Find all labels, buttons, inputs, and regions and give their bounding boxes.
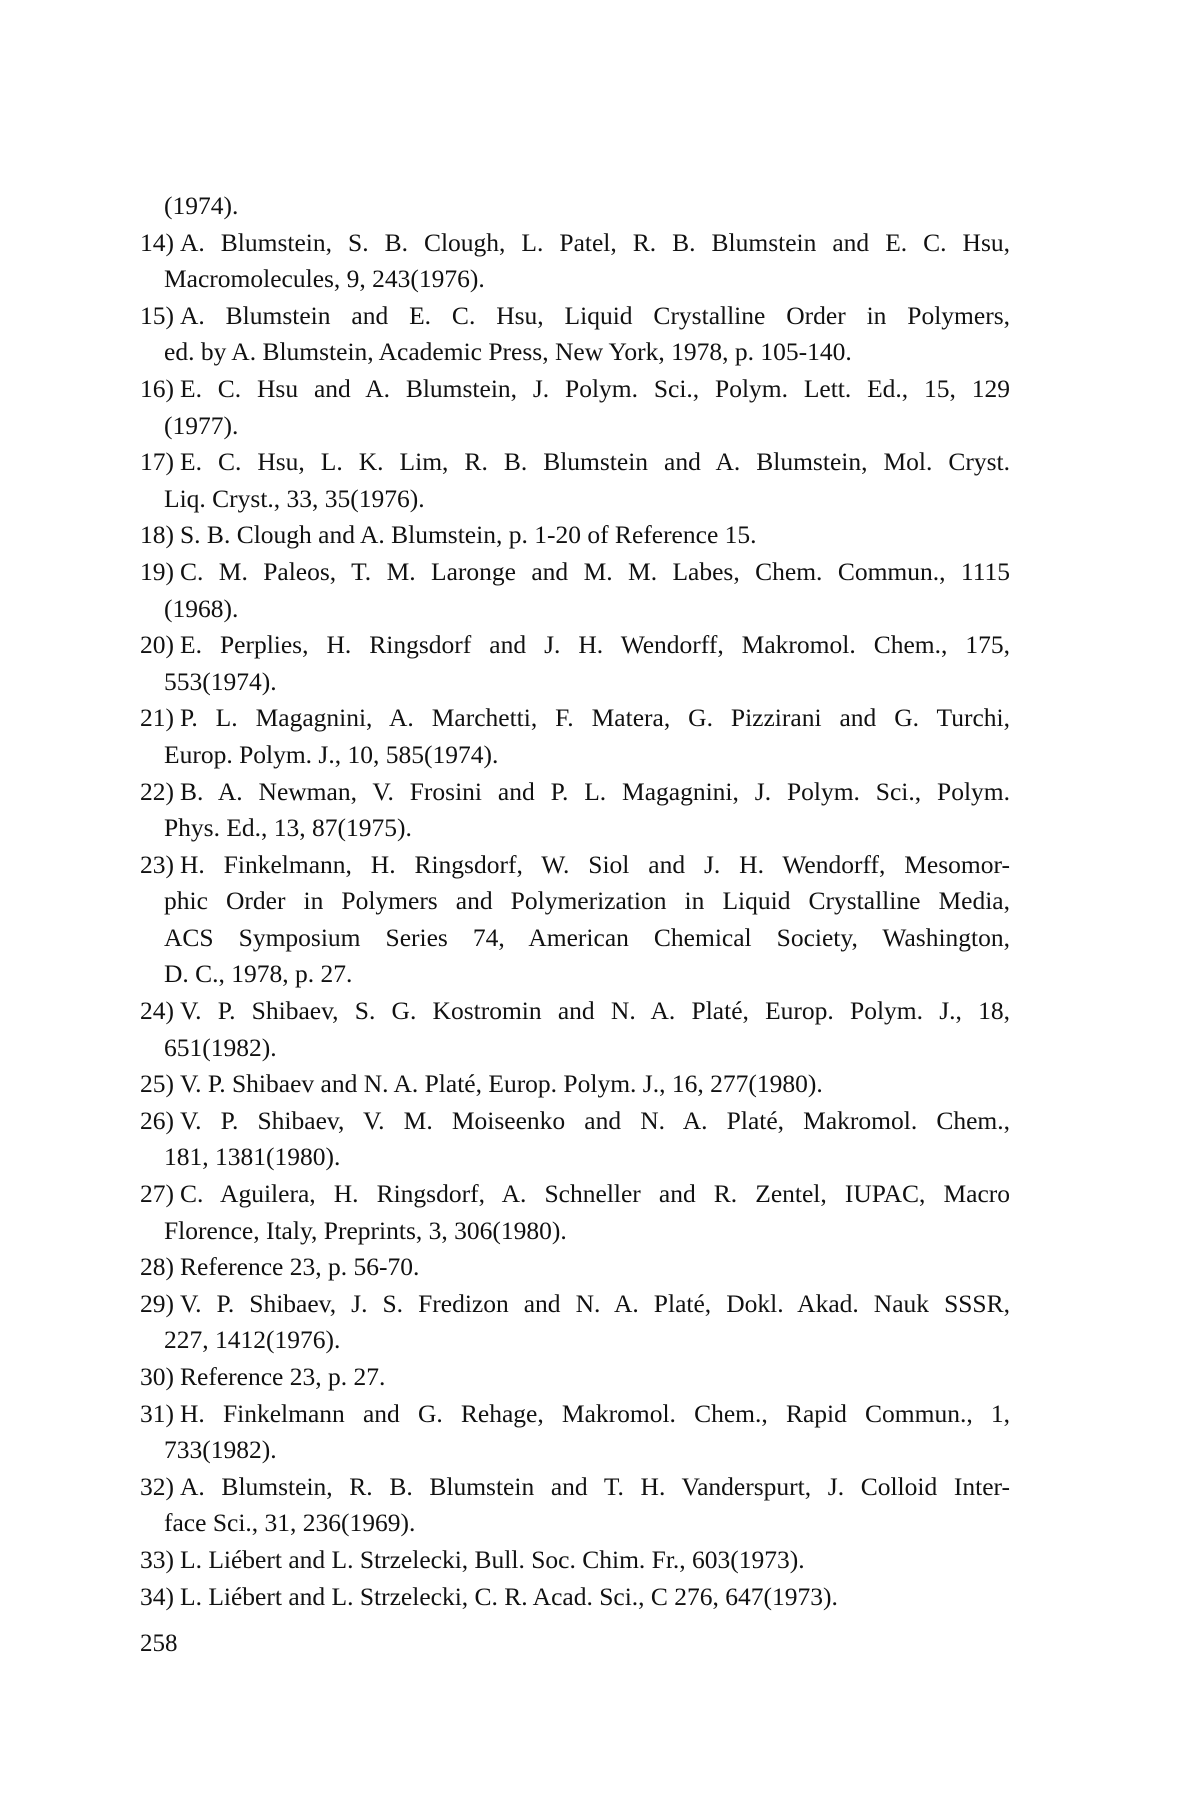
reference-number: 29) bbox=[140, 1288, 174, 1318]
reference-number: 24) bbox=[140, 996, 174, 1026]
reference-text: Phys. Ed., 13, 87(1975). bbox=[164, 813, 412, 843]
reference-entry-start bbox=[140, 700, 1010, 737]
reference-text: Europ. Polym. J., 10, 585(1974). bbox=[164, 739, 499, 769]
reference-text: Reference 23, p. 27. bbox=[180, 1362, 386, 1391]
reference-entry-start bbox=[140, 774, 1010, 811]
reference-number: 21) bbox=[140, 703, 174, 733]
reference-text: face Sci., 31, 236(1969). bbox=[164, 1508, 416, 1538]
reference-text: (1974). bbox=[164, 191, 239, 220]
reference-number: 30) bbox=[140, 1362, 174, 1391]
reference-number: 19) bbox=[140, 556, 174, 586]
reference-number: 31) bbox=[140, 1398, 174, 1428]
page-number: 258 bbox=[140, 1630, 178, 1657]
reference-entry-start bbox=[140, 554, 1010, 591]
reference-continuation-line bbox=[140, 591, 1010, 628]
reference-number: 14) bbox=[140, 227, 174, 257]
reference-entry-start bbox=[140, 1542, 1010, 1579]
reference-text: C. M. Paleos, T. M. Laronge and M. M. Labes, Chem. Commun., 1115 bbox=[180, 556, 1010, 586]
reference-entry-start bbox=[140, 1066, 1010, 1103]
reference-continuation-line bbox=[140, 1030, 1010, 1067]
reference-entry-start bbox=[140, 1103, 1010, 1140]
reference-text: L. Liébert and L. Strzelecki, Bull. Soc. Chim. Fr., 603(1973). bbox=[180, 1544, 805, 1574]
reference-text: 181, 1381(1980). bbox=[164, 1142, 341, 1172]
reference-continuation-line bbox=[140, 1139, 1010, 1176]
reference-text: H. Finkelmann and G. Rehage, Makromol. Chem., Rapid Commun., 1, bbox=[180, 1398, 1010, 1428]
reference-text: E. Perplies, H. Ringsdorf and J. H. Wendorff, Makromol. Chem., 175, bbox=[180, 630, 1010, 660]
reference-continuation-line bbox=[140, 737, 1010, 774]
reference-text: (1977). bbox=[164, 410, 239, 440]
reference-list bbox=[140, 188, 1010, 1615]
reference-continuation-line bbox=[140, 956, 1010, 993]
reference-number: 15) bbox=[140, 300, 174, 330]
reference-continuation-line bbox=[140, 810, 1010, 847]
reference-text: V. P. Shibaev, J. S. Fredizon and N. A. Platé, Dokl. Akad. Nauk SSSR, bbox=[180, 1288, 1010, 1318]
reference-entry-start bbox=[140, 517, 1010, 554]
reference-number: 33) bbox=[140, 1544, 174, 1574]
reference-number: 28) bbox=[140, 1252, 174, 1282]
reference-number: 18) bbox=[140, 520, 174, 550]
reference-number: 16) bbox=[140, 373, 174, 403]
reference-continuation-line bbox=[140, 334, 1010, 371]
reference-text: Reference 23, p. 56-70. bbox=[180, 1252, 420, 1282]
reference-continuation-line bbox=[140, 1505, 1010, 1542]
reference-entry-start bbox=[140, 1176, 1010, 1213]
reference-continuation-line bbox=[140, 1432, 1010, 1469]
reference-number: 23) bbox=[140, 849, 174, 879]
reference-text: C. Aguilera, H. Ringsdorf, A. Schneller and R. Zentel, IUPAC, Macro bbox=[180, 1179, 1010, 1209]
reference-number: 17) bbox=[140, 447, 174, 477]
reference-entry-start bbox=[140, 1249, 1010, 1286]
reference-text: D. C., 1978, p. 27. bbox=[164, 959, 353, 989]
reference-number: 22) bbox=[140, 776, 174, 806]
reference-entry-start bbox=[140, 371, 1010, 408]
reference-entry-start bbox=[140, 1359, 1010, 1396]
reference-entry-start bbox=[140, 1579, 1010, 1616]
reference-entry-start bbox=[140, 298, 1010, 335]
reference-text: 733(1982). bbox=[164, 1435, 277, 1465]
reference-entry-start bbox=[140, 627, 1010, 664]
reference-continuation-line bbox=[140, 481, 1010, 518]
reference-text: A. Blumstein, R. B. Blumstein and T. H. Vanderspurt, J. Colloid Inter- bbox=[180, 1471, 1010, 1501]
reference-text: V. P. Shibaev and N. A. Platé, Europ. Polym. J., 16, 277(1980). bbox=[180, 1069, 823, 1099]
reference-text: 651(1982). bbox=[164, 1032, 277, 1062]
reference-entry-start bbox=[140, 1469, 1010, 1506]
reference-number: 27) bbox=[140, 1179, 174, 1209]
reference-text: ed. by A. Blumstein, Academic Press, New York, 1978, p. 105-140. bbox=[164, 337, 852, 367]
reference-text: S. B. Clough and A. Blumstein, p. 1-20 of Reference 15. bbox=[180, 520, 757, 550]
reference-text: A. Blumstein and E. C. Hsu, Liquid Crystalline Order in Polymers, bbox=[180, 300, 1010, 330]
reference-number: 25) bbox=[140, 1069, 174, 1099]
reference-entry-start bbox=[140, 1396, 1010, 1433]
reference-text: V. P. Shibaev, V. M. Moiseenko and N. A. Platé, Makromol. Chem., bbox=[180, 1105, 1010, 1135]
reference-text: Macromolecules, 9, 243(1976). bbox=[164, 264, 485, 294]
reference-text: (1968). bbox=[164, 593, 239, 623]
reference-text: P. L. Magagnini, A. Marchetti, F. Matera, G. Pizzirani and G. Turchi, bbox=[180, 703, 1010, 733]
reference-number: 20) bbox=[140, 630, 174, 660]
reference-text: E. C. Hsu and A. Blumstein, J. Polym. Sci., Polym. Lett. Ed., 15, 129 bbox=[180, 373, 1010, 403]
reference-text: Liq. Cryst., 33, 35(1976). bbox=[164, 483, 425, 513]
reference-entry-start bbox=[140, 847, 1010, 884]
reference-text: H. Finkelmann, H. Ringsdorf, W. Siol and J. H. Wendorff, Mesomor- bbox=[180, 849, 1010, 879]
reference-text: E. C. Hsu, L. K. Lim, R. B. Blumstein and A. Blumstein, Mol. Cryst. bbox=[180, 447, 1010, 477]
reference-continuation-line bbox=[140, 188, 1010, 225]
reference-entry-start bbox=[140, 1286, 1010, 1323]
reference-continuation-line bbox=[140, 1322, 1010, 1359]
reference-text: phic Order in Polymers and Polymerization in Liquid Crystalline Media, bbox=[164, 886, 1010, 916]
reference-number: 34) bbox=[140, 1581, 174, 1611]
reference-continuation-line bbox=[140, 920, 1010, 957]
reference-text: 553(1974). bbox=[164, 666, 277, 696]
reference-entry-start bbox=[140, 444, 1010, 481]
reference-continuation-line bbox=[140, 408, 1010, 445]
reference-entry-start bbox=[140, 993, 1010, 1030]
reference-text: Florence, Italy, Preprints, 3, 306(1980). bbox=[164, 1215, 567, 1245]
reference-text: ACS Symposium Series 74, American Chemical Society, Washington, bbox=[164, 922, 1010, 952]
reference-continuation-line bbox=[140, 261, 1010, 298]
reference-text: L. Liébert and L. Strzelecki, C. R. Acad. Sci., C 276, 647(1973). bbox=[180, 1581, 838, 1611]
reference-text: B. A. Newman, V. Frosini and P. L. Magagnini, J. Polym. Sci., Polym. bbox=[180, 776, 1010, 806]
reference-continuation-line bbox=[140, 1213, 1010, 1250]
reference-continuation-line bbox=[140, 664, 1010, 701]
reference-entry-start bbox=[140, 225, 1010, 262]
reference-text: V. P. Shibaev, S. G. Kostromin and N. A. Platé, Europ. Polym. J., 18, bbox=[180, 996, 1010, 1026]
reference-number: 26) bbox=[140, 1105, 174, 1135]
reference-text: A. Blumstein, S. B. Clough, L. Patel, R. B. Blumstein and E. C. Hsu, bbox=[180, 227, 1010, 257]
reference-number: 32) bbox=[140, 1471, 174, 1501]
reference-text: 227, 1412(1976). bbox=[164, 1325, 341, 1355]
reference-continuation-line bbox=[140, 883, 1010, 920]
